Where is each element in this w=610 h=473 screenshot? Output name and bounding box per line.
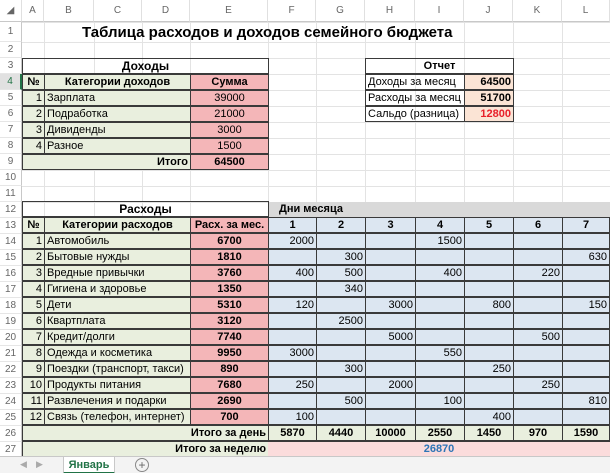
expenses-header-category[interactable]: Категории расходов bbox=[44, 217, 191, 233]
expense-row-num[interactable]: 1 bbox=[22, 233, 45, 249]
day-total-4[interactable]: 2550 bbox=[415, 425, 465, 441]
row-header-4[interactable]: 4 bbox=[0, 74, 22, 90]
expense-day-cell[interactable]: 100 bbox=[268, 409, 317, 425]
expense-day-cell[interactable] bbox=[316, 345, 366, 361]
expense-day-cell[interactable]: 2500 bbox=[316, 313, 366, 329]
expense-day-cell[interactable] bbox=[365, 409, 416, 425]
income-header-category[interactable]: Категории доходов bbox=[44, 74, 191, 90]
expense-row-num[interactable]: 3 bbox=[22, 265, 45, 281]
expense-day-cell[interactable] bbox=[268, 281, 317, 297]
expense-row-category[interactable]: Одежда и косметика bbox=[44, 345, 191, 361]
expense-day-cell[interactable]: 2000 bbox=[268, 233, 317, 249]
expense-row-category[interactable]: Квартплата bbox=[44, 313, 191, 329]
expense-day-cell[interactable]: 500 bbox=[316, 393, 366, 409]
row-header-20[interactable]: 20 bbox=[0, 330, 22, 346]
expense-day-cell[interactable] bbox=[415, 409, 465, 425]
expense-row-category[interactable]: Гигиена и здоровье bbox=[44, 281, 191, 297]
expense-row-category[interactable]: Кредит/долги bbox=[44, 329, 191, 345]
day-header-1[interactable]: 1 bbox=[268, 217, 317, 233]
expense-row-category[interactable]: Развлечения и подарки bbox=[44, 393, 191, 409]
expense-day-cell[interactable] bbox=[562, 345, 610, 361]
expense-day-cell[interactable]: 150 bbox=[562, 297, 610, 313]
expense-day-cell[interactable] bbox=[316, 233, 366, 249]
row-header-7[interactable]: 7 bbox=[0, 122, 22, 138]
row-header-12[interactable]: 12 bbox=[0, 202, 22, 218]
grid-line bbox=[22, 186, 610, 187]
expense-day-cell[interactable] bbox=[464, 329, 514, 345]
column-header-e[interactable]: E bbox=[190, 0, 268, 22]
scroll-tabs-left-icon[interactable]: ◀ bbox=[20, 459, 27, 469]
row-header-13[interactable]: 13 bbox=[0, 218, 22, 234]
column-header-g[interactable]: G bbox=[316, 0, 365, 22]
week-total-label[interactable]: Итого за неделю bbox=[22, 441, 269, 457]
expense-day-cell[interactable] bbox=[464, 265, 514, 281]
income-row-category[interactable]: Зарплата bbox=[44, 90, 191, 106]
expense-row-category[interactable]: Поездки (транспорт, такси) bbox=[44, 361, 191, 377]
expense-day-cell[interactable] bbox=[464, 249, 514, 265]
column-header-k[interactable]: K bbox=[513, 0, 562, 22]
expense-day-cell[interactable] bbox=[415, 329, 465, 345]
income-row-category[interactable]: Подработка bbox=[44, 106, 191, 122]
days-title[interactable]: Дни месяца bbox=[269, 202, 610, 218]
expense-day-cell[interactable] bbox=[464, 393, 514, 409]
row-header-8[interactable]: 8 bbox=[0, 138, 22, 154]
income-row-num[interactable]: 4 bbox=[22, 138, 45, 154]
income-row-num[interactable]: 2 bbox=[22, 106, 45, 122]
expense-day-cell[interactable] bbox=[316, 297, 366, 313]
expense-day-cell[interactable] bbox=[268, 361, 317, 377]
expense-day-cell[interactable] bbox=[268, 249, 317, 265]
expense-row-category[interactable]: Связь (телефон, интернет) bbox=[44, 409, 191, 425]
add-sheet-icon[interactable]: + bbox=[135, 458, 149, 472]
day-total-2[interactable]: 4440 bbox=[316, 425, 366, 441]
expense-day-cell[interactable] bbox=[415, 297, 465, 313]
expense-day-cell[interactable]: 500 bbox=[316, 265, 366, 281]
column-header-l[interactable]: L bbox=[562, 0, 610, 22]
report-expense-value[interactable]: 51700 bbox=[464, 90, 514, 106]
expense-day-cell[interactable] bbox=[415, 249, 465, 265]
income-row-sum[interactable]: 39000 bbox=[190, 90, 269, 106]
expense-row-month[interactable]: 7680 bbox=[190, 377, 269, 393]
expense-day-cell[interactable] bbox=[513, 409, 563, 425]
expense-day-cell[interactable] bbox=[562, 377, 610, 393]
income-row-sum[interactable]: 21000 bbox=[190, 106, 269, 122]
row-header-5[interactable]: 5 bbox=[0, 90, 22, 106]
expense-day-cell[interactable] bbox=[415, 281, 465, 297]
day-total-3[interactable]: 10000 bbox=[365, 425, 416, 441]
expense-day-cell[interactable] bbox=[365, 361, 416, 377]
expense-row-num[interactable]: 6 bbox=[22, 313, 45, 329]
expense-day-cell[interactable] bbox=[365, 281, 416, 297]
expense-row-month[interactable]: 3120 bbox=[190, 313, 269, 329]
report-balance-value[interactable]: 12800 bbox=[464, 106, 514, 122]
expense-day-cell[interactable]: 5000 bbox=[365, 329, 416, 345]
expense-day-cell[interactable] bbox=[316, 329, 366, 345]
expense-day-cell[interactable] bbox=[464, 233, 514, 249]
row-header-19[interactable]: 19 bbox=[0, 314, 22, 330]
row-header-11[interactable]: 11 bbox=[0, 186, 22, 202]
day-header-2[interactable]: 2 bbox=[316, 217, 366, 233]
expense-day-cell[interactable]: 250 bbox=[268, 377, 317, 393]
day-total-1[interactable]: 5870 bbox=[268, 425, 317, 441]
expense-day-cell[interactable]: 220 bbox=[513, 265, 563, 281]
day-header-3[interactable]: 3 bbox=[365, 217, 416, 233]
column-header-b[interactable]: B bbox=[44, 0, 94, 22]
day-total-label[interactable]: Итого за день bbox=[22, 425, 269, 441]
week-total-value[interactable]: 26870 bbox=[268, 441, 610, 457]
row-header-26[interactable]: 26 bbox=[0, 426, 22, 442]
income-header-sum[interactable]: Сумма bbox=[190, 74, 269, 90]
row-header-2[interactable]: 2 bbox=[0, 42, 22, 58]
expense-day-cell[interactable]: 340 bbox=[316, 281, 366, 297]
column-header-c[interactable]: C bbox=[94, 0, 142, 22]
expense-day-cell[interactable] bbox=[562, 313, 610, 329]
expense-row-month[interactable]: 6700 bbox=[190, 233, 269, 249]
expense-day-cell[interactable] bbox=[513, 249, 563, 265]
expense-day-cell[interactable] bbox=[513, 233, 563, 249]
income-row-num[interactable]: 1 bbox=[22, 90, 45, 106]
row-header-9[interactable]: 9 bbox=[0, 154, 22, 170]
income-total-value[interactable]: 64500 bbox=[190, 154, 269, 170]
expense-day-cell[interactable]: 800 bbox=[464, 297, 514, 313]
expenses-header-month[interactable]: Расх. за мес. bbox=[190, 217, 269, 233]
expense-day-cell[interactable] bbox=[464, 377, 514, 393]
expense-day-cell[interactable] bbox=[562, 361, 610, 377]
expense-row-num[interactable]: 10 bbox=[22, 377, 45, 393]
expense-row-month[interactable]: 3760 bbox=[190, 265, 269, 281]
column-header-a[interactable]: A bbox=[22, 0, 44, 22]
expense-row-month[interactable]: 2690 bbox=[190, 393, 269, 409]
expense-day-cell[interactable] bbox=[268, 329, 317, 345]
expense-day-cell[interactable]: 3000 bbox=[268, 345, 317, 361]
expense-day-cell[interactable]: 1500 bbox=[415, 233, 465, 249]
day-header-6[interactable]: 6 bbox=[513, 217, 563, 233]
expense-day-cell[interactable] bbox=[415, 377, 465, 393]
grid-line bbox=[22, 42, 610, 43]
expense-row-category[interactable]: Автомобиль bbox=[44, 233, 191, 249]
expense-day-cell[interactable] bbox=[365, 313, 416, 329]
expenses-title[interactable]: Расходы bbox=[22, 201, 269, 217]
expenses-header-num[interactable]: № bbox=[22, 217, 45, 233]
report-income-label[interactable]: Доходы за месяц bbox=[365, 74, 465, 90]
expense-day-cell[interactable]: 3000 bbox=[365, 297, 416, 313]
expense-row-num[interactable]: 9 bbox=[22, 361, 45, 377]
expense-day-cell[interactable] bbox=[562, 329, 610, 345]
expense-day-cell[interactable] bbox=[268, 393, 317, 409]
expense-day-cell[interactable] bbox=[562, 281, 610, 297]
expense-day-cell[interactable] bbox=[513, 313, 563, 329]
expense-day-cell[interactable]: 500 bbox=[513, 329, 563, 345]
expense-day-cell[interactable] bbox=[513, 393, 563, 409]
day-header-5[interactable]: 5 bbox=[464, 217, 514, 233]
expense-day-cell[interactable] bbox=[464, 345, 514, 361]
expense-day-cell[interactable]: 250 bbox=[464, 361, 514, 377]
expense-day-cell[interactable] bbox=[415, 361, 465, 377]
day-total-7[interactable]: 1590 bbox=[562, 425, 610, 441]
row-header-18[interactable]: 18 bbox=[0, 298, 22, 314]
income-row-category[interactable]: Дивиденды bbox=[44, 122, 191, 138]
expense-row-month[interactable]: 9950 bbox=[190, 345, 269, 361]
select-all-corner[interactable]: ◢ bbox=[0, 0, 22, 22]
expense-day-cell[interactable] bbox=[365, 345, 416, 361]
column-header-d[interactable]: D bbox=[142, 0, 190, 22]
expense-day-cell[interactable]: 2000 bbox=[365, 377, 416, 393]
grid-line bbox=[22, 170, 610, 171]
income-row-sum[interactable]: 1500 bbox=[190, 138, 269, 154]
expense-row-month[interactable]: 1350 bbox=[190, 281, 269, 297]
expense-day-cell[interactable]: 100 bbox=[415, 393, 465, 409]
day-header-7[interactable]: 7 bbox=[562, 217, 610, 233]
scroll-tabs-right-icon[interactable]: ▶ bbox=[36, 459, 43, 469]
income-title[interactable]: Доходы bbox=[22, 58, 269, 74]
expense-row-num[interactable]: 7 bbox=[22, 329, 45, 345]
grid-line bbox=[22, 22, 610, 23]
expense-day-cell[interactable]: 400 bbox=[268, 265, 317, 281]
expense-row-num[interactable]: 12 bbox=[22, 409, 45, 425]
expense-row-month[interactable]: 1810 bbox=[190, 249, 269, 265]
row-header-25[interactable]: 25 bbox=[0, 410, 22, 426]
sheet-tab-bar bbox=[0, 456, 610, 473]
expense-row-num[interactable]: 11 bbox=[22, 393, 45, 409]
expense-row-category[interactable]: Вредные привычки bbox=[44, 265, 191, 281]
column-header-j[interactable]: J bbox=[464, 0, 513, 22]
row-header-10[interactable]: 10 bbox=[0, 170, 22, 186]
expense-day-cell[interactable] bbox=[365, 265, 416, 281]
expense-day-cell[interactable]: 400 bbox=[464, 409, 514, 425]
expense-day-cell[interactable] bbox=[316, 377, 366, 393]
expense-day-cell[interactable] bbox=[316, 409, 366, 425]
day-header-4[interactable]: 4 bbox=[415, 217, 465, 233]
expense-row-month[interactable]: 700 bbox=[190, 409, 269, 425]
row-header-14[interactable]: 14 bbox=[0, 234, 22, 250]
expense-day-cell[interactable] bbox=[365, 249, 416, 265]
column-header-f[interactable]: F bbox=[268, 0, 316, 22]
row-header-22[interactable]: 22 bbox=[0, 362, 22, 378]
expense-day-cell[interactable] bbox=[365, 233, 416, 249]
row-header-3[interactable]: 3 bbox=[0, 58, 22, 74]
expense-day-cell[interactable]: 810 bbox=[562, 393, 610, 409]
expense-row-month[interactable]: 7740 bbox=[190, 329, 269, 345]
expense-row-month[interactable]: 5310 bbox=[190, 297, 269, 313]
expense-day-cell[interactable] bbox=[513, 297, 563, 313]
row-header-23[interactable]: 23 bbox=[0, 378, 22, 394]
column-header-h[interactable]: H bbox=[365, 0, 415, 22]
report-title[interactable]: Отчет bbox=[365, 58, 514, 74]
expense-day-cell[interactable] bbox=[562, 409, 610, 425]
expense-day-cell[interactable] bbox=[513, 361, 563, 377]
column-header-i[interactable]: I bbox=[415, 0, 464, 22]
income-row-sum[interactable]: 3000 bbox=[190, 122, 269, 138]
row-header-15[interactable]: 15 bbox=[0, 250, 22, 266]
expense-day-cell[interactable] bbox=[464, 313, 514, 329]
expense-day-cell[interactable] bbox=[562, 265, 610, 281]
expense-day-cell[interactable]: 250 bbox=[513, 377, 563, 393]
expense-row-month[interactable]: 890 bbox=[190, 361, 269, 377]
income-row-num[interactable]: 3 bbox=[22, 122, 45, 138]
row-header-6[interactable]: 6 bbox=[0, 106, 22, 122]
expense-row-category[interactable]: Продукты питания bbox=[44, 377, 191, 393]
expense-day-cell[interactable]: 300 bbox=[316, 361, 366, 377]
row-header-24[interactable]: 24 bbox=[0, 394, 22, 410]
expense-day-cell[interactable]: 630 bbox=[562, 249, 610, 265]
day-total-5[interactable]: 1450 bbox=[464, 425, 514, 441]
expense-day-cell[interactable]: 400 bbox=[415, 265, 465, 281]
row-header-27[interactable]: 27 bbox=[0, 442, 22, 458]
expense-day-cell[interactable] bbox=[513, 281, 563, 297]
report-balance-label[interactable]: Сальдо (разница) bbox=[365, 106, 465, 122]
expense-day-cell[interactable] bbox=[268, 313, 317, 329]
expense-row-category[interactable]: Дети bbox=[44, 297, 191, 313]
expense-day-cell[interactable]: 550 bbox=[415, 345, 465, 361]
row-header-16[interactable]: 16 bbox=[0, 266, 22, 282]
page-title[interactable]: Таблица расходов и доходов семейного бюджета bbox=[82, 24, 453, 41]
day-total-6[interactable]: 970 bbox=[513, 425, 563, 441]
expense-row-category[interactable]: Бытовые нужды bbox=[44, 249, 191, 265]
income-total-label[interactable]: Итого bbox=[22, 154, 191, 170]
expense-day-cell[interactable] bbox=[562, 233, 610, 249]
expense-day-cell[interactable] bbox=[365, 393, 416, 409]
row-header-21[interactable]: 21 bbox=[0, 346, 22, 362]
row-header-17[interactable]: 17 bbox=[0, 282, 22, 298]
expense-day-cell[interactable]: 120 bbox=[268, 297, 317, 313]
expense-row-num[interactable]: 4 bbox=[22, 281, 45, 297]
expense-row-num[interactable]: 2 bbox=[22, 249, 45, 265]
expense-day-cell[interactable] bbox=[464, 281, 514, 297]
report-income-value[interactable]: 64500 bbox=[464, 74, 514, 90]
expense-row-num[interactable]: 5 bbox=[22, 297, 45, 313]
row-header-1[interactable]: 1 bbox=[0, 22, 22, 42]
income-header-num[interactable]: № bbox=[22, 74, 45, 90]
report-expense-label[interactable]: Расходы за месяц bbox=[365, 90, 465, 106]
sheet-tab-january[interactable]: Январь bbox=[63, 457, 115, 473]
expense-day-cell[interactable] bbox=[415, 313, 465, 329]
income-row-category[interactable]: Разное bbox=[44, 138, 191, 154]
expense-day-cell[interactable]: 300 bbox=[316, 249, 366, 265]
expense-row-num[interactable]: 8 bbox=[22, 345, 45, 361]
expense-day-cell[interactable] bbox=[513, 345, 563, 361]
